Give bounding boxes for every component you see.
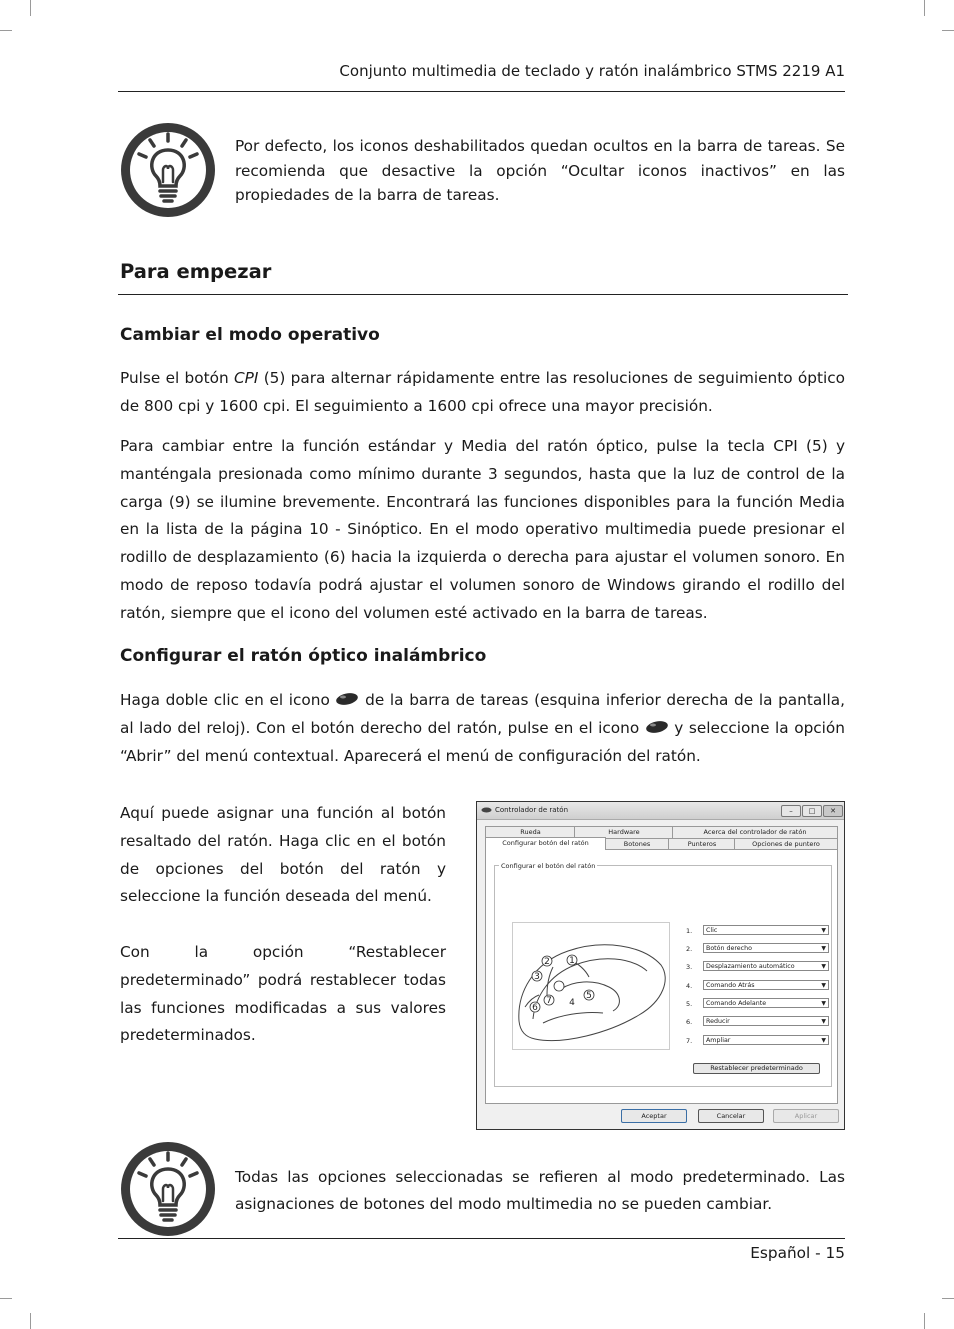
button-4-select[interactable] <box>703 980 829 990</box>
chevron-down-icon: ▼ <box>821 927 826 934</box>
callout-6: 6 <box>532 1003 538 1013</box>
button-5-select[interactable] <box>703 998 829 1008</box>
select-value: Botón derecho <box>706 945 752 952</box>
crop-mark <box>0 30 12 31</box>
row-number: 5. <box>686 1000 693 1008</box>
crop-mark <box>924 1313 925 1329</box>
callout-2: 2 <box>544 957 550 967</box>
close-button[interactable]: ✕ <box>823 805 843 817</box>
lightbulb-icon <box>120 1141 216 1237</box>
tab-panel <box>485 849 838 1104</box>
lightbulb-icon <box>120 122 216 218</box>
callout-4: 4 <box>569 998 575 1008</box>
crop-mark <box>0 1298 12 1299</box>
accept-button[interactable]: Aceptar <box>621 1109 687 1123</box>
select-value: Reducir <box>706 1018 730 1025</box>
button-6-select[interactable] <box>703 1016 829 1026</box>
footer-rule <box>118 1238 845 1239</box>
subsection-title: Cambiar el modo operativo <box>120 325 380 345</box>
tab-botones[interactable]: Botones <box>604 838 670 850</box>
tab-opciones-puntero[interactable]: Opciones de puntero <box>734 838 838 850</box>
section-title: Para empezar <box>120 260 272 283</box>
select-value: Desplazamiento automático <box>706 963 795 970</box>
tab-configurar-boton[interactable]: Configurar botón del ratón <box>485 837 606 850</box>
row-number: 7. <box>686 1037 693 1045</box>
reset-default-button[interactable]: Restablecer predeterminado <box>693 1063 820 1074</box>
chevron-down-icon: ▼ <box>821 963 826 970</box>
tab-hardware[interactable]: Hardware <box>574 826 674 838</box>
callout-7: 7 <box>546 996 552 1006</box>
mouse-controller-dialog <box>476 801 845 1130</box>
dialog-titlebar <box>477 802 844 820</box>
maximize-button[interactable]: □ <box>802 805 822 817</box>
crop-mark <box>30 1313 31 1329</box>
apply-button[interactable]: Aplicar <box>773 1109 839 1123</box>
select-value: Comando Atrás <box>706 982 755 989</box>
dialog-title: Controlador de ratón <box>495 806 569 814</box>
mouse-tray-icon <box>335 692 359 706</box>
button-7-select[interactable] <box>703 1035 829 1045</box>
tab-acerca[interactable]: Acerca del controlador de ratón <box>672 826 838 838</box>
mouse-tray-icon <box>645 720 669 734</box>
group-title: Configurar el botón del ratón <box>501 862 596 870</box>
subsection-title: Configurar el ratón óptico inalámbrico <box>120 646 487 666</box>
text-run: Pulse el botón <box>120 369 234 387</box>
row-number: 3. <box>686 963 693 971</box>
button-3-select[interactable] <box>703 961 829 971</box>
tab-rueda[interactable]: Rueda <box>485 826 576 838</box>
mouse-illustration <box>513 923 669 1049</box>
cpi-emphasis: CPI <box>233 369 259 387</box>
select-value: Clic <box>706 927 718 934</box>
paragraph: Para cambiar entre la función estándar y Media del ratón óptico, pulse la tecla CPI (5) y manténgala presionada como mínimo durante 3 segundos, hasta que la luz de control de la carga (9) se ilumine brevemente. Encontrará las funciones disponibles para la función Media en la lista de la página 10 - Sinóptico. En el modo operativo multimedia puede presionar el rodillo de desplazamiento (6) hacia la izquierda o derecha para ajustar el volumen sonoro. En modo de reposo todavía podrá ajustar el volumen sonoro de Windows girando el rodillo del ratón, siempre que el icono del volumen esté activado en la barra de tareas. <box>120 437 845 622</box>
crop-mark <box>924 0 925 16</box>
page-number: Español - 15 <box>750 1244 845 1262</box>
text-run: (5) para alternar rápidamente entre las resoluciones de seguimiento óptico de 800 cpi y 1600 cpi. El seguimiento a 1600 cpi ofrece una mayor precisión. <box>120 369 845 415</box>
tab-punteros[interactable]: Punteros <box>668 838 736 850</box>
chevron-down-icon: ▼ <box>821 945 826 952</box>
cancel-button[interactable]: Cancelar <box>698 1109 764 1123</box>
row-number: 6. <box>686 1018 693 1026</box>
header-rule <box>118 91 845 92</box>
row-number: 4. <box>686 982 693 990</box>
select-value: Comando Adelante <box>706 1000 767 1007</box>
paragraph: Con la opción “Restablecer predeterminado” podrá restablecer todas las funciones modificadas a sus valores predeterminados. <box>120 943 446 1045</box>
row-number: 1. <box>686 927 693 935</box>
running-header: Conjunto multimedia de teclado y ratón inalámbrico STMS 2219 A1 <box>339 62 845 80</box>
text-run: y seleccione la opción “Abrir” del menú contextual. Aparecerá el menú de configuración del ratón. <box>120 718 845 765</box>
mouse-app-icon <box>481 806 492 814</box>
crop-mark <box>30 0 31 16</box>
callout-3: 3 <box>534 972 540 982</box>
section-rule <box>118 294 848 295</box>
button-1-select[interactable] <box>703 925 829 935</box>
callout-1: 1 <box>569 956 575 966</box>
crop-mark <box>942 30 954 31</box>
crop-mark <box>942 1298 954 1299</box>
chevron-down-icon: ▼ <box>821 1000 826 1007</box>
note-text: Por defecto, los iconos deshabilitados quedan ocultos en la barra de tareas. Se recomienda que desactive la opción “Ocultar iconos inactivos” en las propiedades de la barra de tareas. <box>235 137 845 204</box>
select-value: Ampliar <box>706 1037 731 1044</box>
paragraph <box>120 365 845 421</box>
paragraph: Aquí puede asignar una función al botón resaltado del ratón. Haga clic en el botón de opciones del botón del ratón y seleccione la función deseada del menú. <box>120 804 446 906</box>
chevron-down-icon: ▼ <box>821 982 826 989</box>
text-run: de la barra de tareas (esquina inferior derecha de la pantalla, al lado del reloj). Con el botón derecho del ratón, pulse en el icono <box>120 691 845 737</box>
note-text: Todas las opciones seleccionadas se refieren al modo predeterminado. Las asignaciones de botones del modo multimedia no se pueden cambiar. <box>235 1168 845 1213</box>
mouse-diagram <box>512 922 670 1050</box>
button-2-select[interactable] <box>703 943 829 953</box>
paragraph <box>120 687 845 770</box>
callout-5: 5 <box>586 991 592 1001</box>
chevron-down-icon: ▼ <box>821 1018 826 1025</box>
row-number: 2. <box>686 945 693 953</box>
minimize-button[interactable]: – <box>781 805 801 817</box>
text-run: Haga doble clic en el icono <box>120 691 336 709</box>
chevron-down-icon: ▼ <box>821 1037 826 1044</box>
